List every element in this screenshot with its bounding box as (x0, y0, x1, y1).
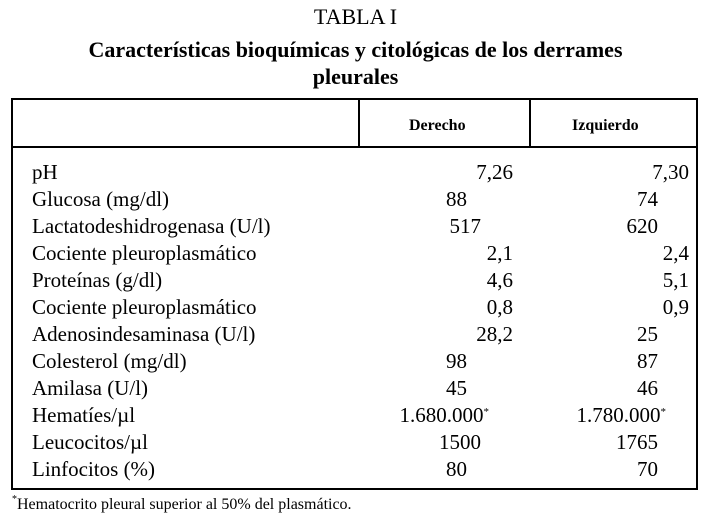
row-value-derecho: 80 (446, 457, 467, 481)
row-label-proteinas: Proteínas (g/dl) (32, 268, 163, 292)
row-value-derecho: 517 (449, 214, 481, 238)
footnote (12, 496, 352, 514)
row-value-izquierdo: 5,1 (662, 268, 689, 292)
row-value-izquierdo: 74 (637, 187, 658, 211)
row-label-ada: Adenosindesaminasa (U/l) (32, 322, 256, 346)
footnote-text: Hematocrito pleural superior al 50% del plasmático. (17, 496, 352, 513)
row-value-derecho: 45 (446, 376, 467, 400)
row-value-derecho: 88 (446, 187, 467, 211)
row-value-derecho: 28,2 (476, 322, 513, 346)
table-title: TABLA I (313, 4, 398, 29)
row-value-derecho: 4,6 (486, 268, 513, 292)
row-value-izquierdo: 7,30 (652, 160, 689, 184)
row-label-glucosa: Glucosa (mg/dl) (32, 187, 170, 211)
row-value-derecho: 7,26 (476, 160, 513, 184)
footnote-marker: * (12, 494, 17, 505)
row-value-izquierdo: 1765 (616, 430, 658, 454)
row-label-linfocitos: Linfocitos (%) (32, 457, 156, 481)
row-label-cociente-1: Cociente pleuroplasmático (32, 241, 257, 265)
row-value-izquierdo: 1.780.000* (576, 403, 666, 427)
row-value-derecho: 2,1 (486, 241, 513, 265)
row-value-izquierdo: 0,9 (662, 295, 689, 319)
row-value-izquierdo: 87 (637, 349, 658, 373)
row-label-ph: pH (32, 160, 58, 184)
row-value-izquierdo: 2,4 (662, 241, 689, 265)
row-label-leucocitos: Leucocitos/µl (32, 430, 148, 454)
row-label-amilasa: Amilasa (U/l) (32, 376, 149, 400)
column-header-izquierdo: Izquierdo (572, 117, 639, 134)
row-label-ldh: Lactatodeshidrogenasa (U/l) (32, 214, 271, 238)
table-subtitle (20, 36, 691, 90)
column-divider-1 (358, 98, 360, 148)
row-label-cociente-2: Cociente pleuroplasmático (32, 295, 257, 319)
table-subtitle-line1: Características bioquímicas y citológicas de los derrames (88, 37, 623, 62)
row-value-derecho: 0,8 (486, 295, 513, 319)
row-value-derecho: 1500 (439, 430, 481, 454)
table-subtitle-line2: pleurales (312, 64, 399, 89)
footnote-marker: * (483, 406, 489, 418)
column-header-derecho: Derecho (409, 117, 466, 134)
row-value-izquierdo: 46 (637, 376, 658, 400)
column-divider-2 (529, 98, 531, 148)
row-value-derecho: 98 (446, 349, 467, 373)
header-divider (11, 146, 698, 148)
row-value-izquierdo: 25 (637, 322, 658, 346)
row-label-colesterol: Colesterol (mg/dl) (32, 349, 187, 373)
row-value-izquierdo: 620 (626, 214, 658, 238)
row-value-izquierdo: 70 (637, 457, 658, 481)
footnote-marker: * (660, 406, 666, 418)
row-label-hematies: Hematíes/µl (32, 403, 136, 427)
row-value-derecho: 1.680.000* (399, 403, 489, 427)
